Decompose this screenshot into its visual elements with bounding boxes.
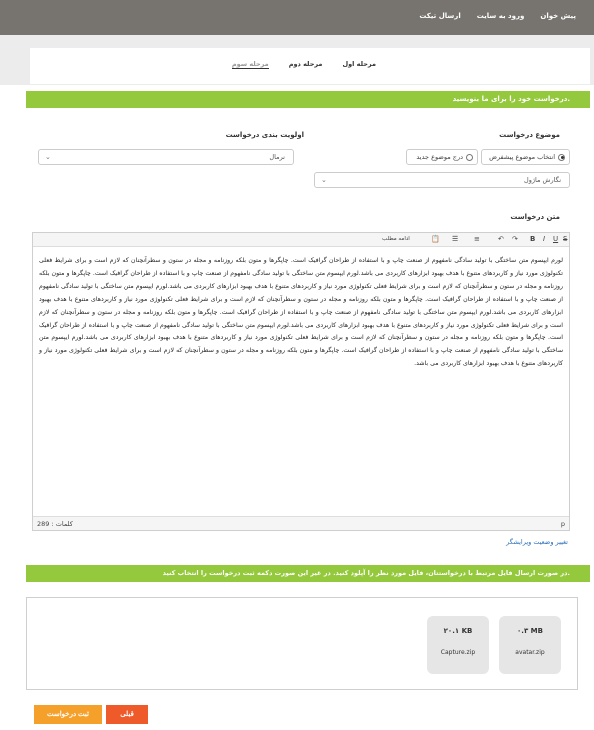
nav-item-dashboard[interactable]: پیش خوان: [540, 12, 576, 20]
form-header: درخواست خود را برای ما بنویسید.: [26, 91, 590, 108]
submit-request-button[interactable]: ثبت درخواست: [34, 705, 102, 724]
file-size: ۲۰.۱ KB: [443, 627, 473, 635]
toggle-editor-link[interactable]: تغییر وضعیت ویرایشگر: [506, 538, 568, 546]
radio-checked-icon[interactable]: [558, 154, 565, 161]
file-name: Capture.zip: [440, 649, 476, 656]
radio-predefined-label: انتخاب موضوع پیشفرض: [489, 153, 555, 161]
word-count: کلمات : 289: [37, 520, 73, 528]
top-nav-menu: [419, 12, 576, 20]
italic-button[interactable]: I: [543, 235, 546, 243]
chevron-down-icon: ⌄: [321, 176, 327, 184]
uploaded-file-card[interactable]: [499, 616, 561, 674]
element-path: p: [560, 520, 565, 528]
upload-dropzone[interactable]: [26, 597, 578, 690]
bullet-list-icon[interactable]: ☰: [452, 235, 459, 243]
editor-content[interactable]: لورم ایپسوم متن ساختگی با تولید سادگی نامفهوم از صنعت چاپ و با استفاده از طراحان گرافیک است. چاپگرها و متون بلکه روزنامه و مجله در ستون و سطرآنچنان که لازم است و برای شرایط فعلی تکنولوژی مورد نیاز و کاربردهای متنوع با هدف بهبود ابزارهای کاربردی می باشد.لورم ایپسوم متن ساختگی با تولید سادگی نامفهوم از صنعت چاپ و با استفاده از طراحان گرافیک است. چاپگرها و متون بلکه روزنامه و مجله در ستون و سطرآنچنان که لازم است و برای شرایط فعلی تکنولوژی مورد نیاز و کاربردهای متنوع با هدف بهبود ابزارهای کاربردی می باشد.لورم ایپسوم متن ساختگی با تولید سادگی نامفهوم از صنعت چاپ و با استفاده از طراحان گرافیک است. چاپگرها و متون بلکه روزنامه و مجله در ستون و سطرآنچنان که لازم است و برای شرایط فعلی تکنولوژی مورد نیاز و کاربردهای متنوع با هدف بهبود ابزارهای کاربردی می باشد.لورم ایپسوم متن ساختگی با تولید سادگی نامفهوم از صنعت چاپ و با استفاده از طراحان گرافیک است. چاپگرها و متون بلکه روزنامه و مجله در ستون و سطرآنچنان که لازم است و برای شرایط فعلی تکنولوژی مورد نیاز و کاربردهای متنوع با هدف بهبود ابزارهای کاربردی می باشد.لورم ایپسوم متن ساختگی با تولید سادگی نامفهوم از صنعت چاپ و با استفاده از طراحان گرافیک است. چاپگرها و متون بلکه روزنامه و مجله در ستون و سطرآنچنان که لازم است و برای شرایط فعلی تکنولوژی مورد نیاز و کاربردهای متنوع با هدف بهبود ابزارهای کاربردی می باشد.لورم ایپسوم متن ساختگی با تولید سادگی نامفهوم از صنعت چاپ و با استفاده از طراحان گرافیک است. چاپگرها و متون بلکه روزنامه و مجله در ستون و سطرآنچنان که لازم است و برای شرایط فعلی تکنولوژی مورد نیاز و کاربردهای متنوع با هدف بهبود ابزارهای کاربردی می باشد.: [39, 257, 563, 368]
nav-item-login[interactable]: ورود به سایت: [476, 12, 525, 20]
bold-button[interactable]: B: [530, 235, 536, 243]
request-text-label: متن درخواست: [510, 213, 560, 221]
subject-label: موضوع درخواست: [499, 131, 560, 139]
subject-select[interactable]: [314, 172, 570, 188]
undo-icon[interactable]: ↶: [498, 235, 504, 243]
editor-toolbar: [33, 233, 569, 247]
file-name: avatar.zip: [515, 649, 545, 656]
step-3[interactable]: مرحله سوم: [231, 60, 269, 68]
chevron-down-icon: ⌄: [45, 153, 51, 161]
priority-select-value: نرمال: [269, 153, 285, 161]
upload-header: در صورت ارسال فایل مرتبط با درخواستتان، فایل مورد نظر را آپلود کنید. در غیر این صورت دکمه ثبت درخواست را انتخاب کنید.: [26, 565, 590, 582]
priority-select[interactable]: [38, 149, 294, 165]
redo-icon[interactable]: ↷: [512, 235, 518, 243]
underline-button[interactable]: U: [553, 235, 559, 243]
priority-label: اولویت بندی درخواست: [225, 131, 304, 139]
editor-statusbar: [33, 516, 569, 530]
nav-item-send-ticket[interactable]: ارسال تیکت: [419, 12, 461, 20]
radio-new-label: درج موضوع جدید: [416, 153, 463, 161]
steps-nav: [232, 60, 376, 69]
radio-new-subject[interactable]: [406, 149, 478, 165]
paste-icon[interactable]: 📋: [431, 235, 440, 243]
step-2[interactable]: مرحله دوم: [288, 60, 323, 68]
strikethrough-button[interactable]: S: [563, 235, 568, 243]
radio-unchecked-icon[interactable]: [466, 154, 473, 161]
subject-select-value: نگارش ماژول: [524, 176, 561, 184]
file-size: ۰.۳ MB: [517, 627, 543, 635]
previous-button[interactable]: قبلی: [106, 705, 148, 724]
rich-text-editor[interactable]: [32, 232, 570, 531]
top-navbar: [0, 0, 594, 35]
radio-predefined-subject[interactable]: [481, 149, 570, 165]
step-1[interactable]: مرحله اول: [342, 60, 376, 68]
uploaded-file-card[interactable]: [427, 616, 489, 674]
read-more-button[interactable]: ادامه مطلب: [382, 236, 410, 242]
numbered-list-icon[interactable]: ≡: [474, 235, 480, 243]
